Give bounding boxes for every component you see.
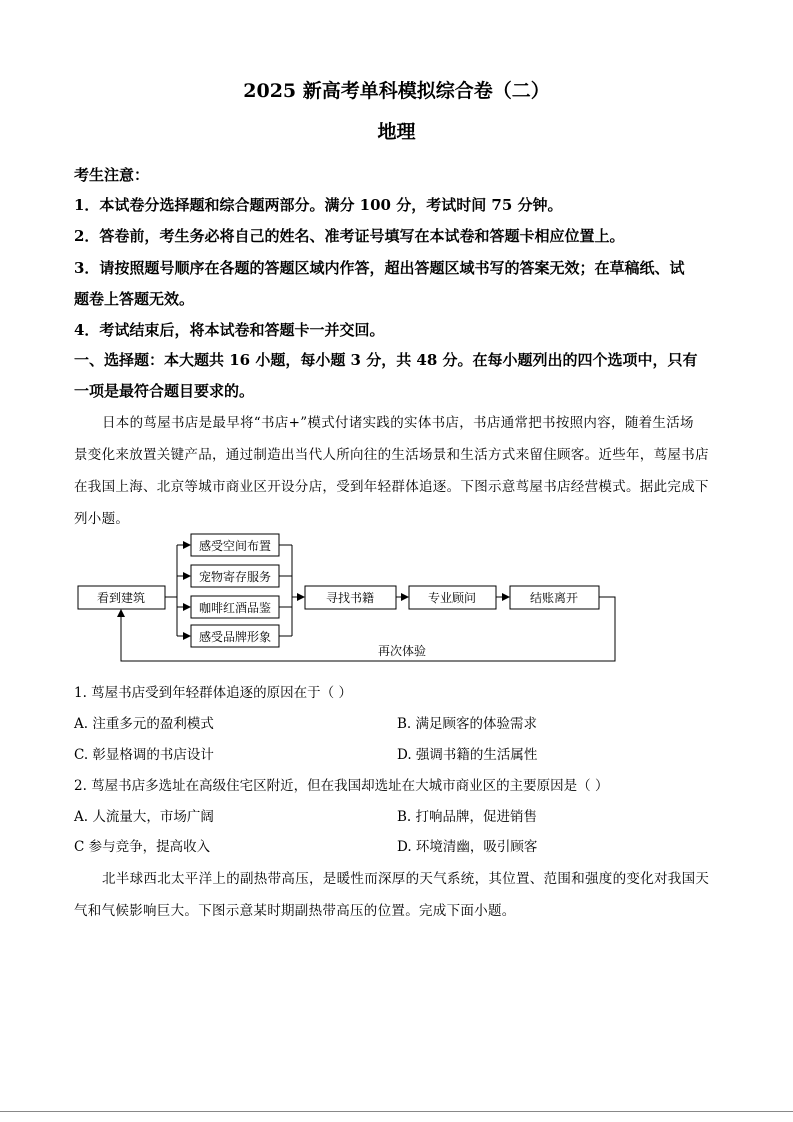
- node-step-label: 专业顾问: [427, 591, 477, 605]
- passage-line: 北半球西北太平洋上的副热带高压，是暖性而深厚的天气系统，其位置、范围和强度的变化对我国天: [102, 871, 710, 887]
- node-branch-label: 咖啡红酒品鉴: [198, 601, 272, 615]
- node-step-label: 寻找书籍: [325, 591, 375, 605]
- option-a: A. 注重多元的盈利模式: [74, 716, 214, 732]
- exam-title: 2025 新高考单科模拟综合卷（二）: [243, 80, 550, 102]
- question-stem: 2. 茑屋书店多选址在高级住宅区附近，但在我国却选址在大城市商业区的主要原因是（ ）: [74, 778, 609, 794]
- option-b: B. 满足顾客的体验需求: [397, 716, 538, 732]
- node-branch-label: 感受品牌形象: [198, 630, 272, 644]
- section-heading-cont: 一项是最符合题目要求的。: [74, 382, 255, 400]
- node-start-label: 看到建筑: [96, 591, 146, 605]
- passage-line: 气和气候影响巨大。下图示意某时期副热带高压的位置。完成下面小题。: [74, 903, 516, 919]
- option-a: A. 人流量大，市场广阔: [74, 809, 214, 825]
- business-model-diagram: [0, 525, 793, 665]
- node-step-label: 结账离开: [529, 591, 579, 605]
- section-heading: 一、选择题：本大题共 16 小题，每小题 3 分，共 48 分。在每小题列出的四个选项中，只有: [74, 351, 698, 369]
- node-branch-label: 感受空间布置: [198, 539, 272, 553]
- passage-line: 日本的茑屋书店是最早将“书店+”模式付诸实践的实体书店，书店通常把书按照内容，随着生活场: [102, 415, 694, 431]
- option-c: C. 彰显格调的书店设计: [74, 747, 214, 763]
- notice-item: 2．答卷前，考生务必将自己的姓名、准考证号填写在本试卷和答题卡相应位置上。: [74, 227, 625, 245]
- question-stem: 1. 茑屋书店受到年轻群体追逐的原因在于（ ）: [74, 685, 352, 701]
- option-b: B. 打响品牌，促进销售: [397, 809, 538, 825]
- option-d: D. 强调书籍的生活属性: [397, 747, 538, 763]
- passage-line: 景变化来放置关键产品，通过制造出当代人所向往的生活场景和生活方式来留住顾客。近些年，茑屋书店: [74, 447, 709, 463]
- passage-line: 列小题。: [74, 511, 130, 527]
- notice-heading: 考生注意：: [74, 166, 150, 184]
- option-c: C 参与竞争，提高收入: [74, 839, 211, 855]
- notice-item: 题卷上答题无效。: [74, 290, 195, 308]
- passage-line: 在我国上海、北京等城市商业区开设分店，受到年轻群体追逐。下图示意茑屋书店经营模式。据此完成下: [74, 479, 709, 495]
- page-bottom-rule: [0, 1111, 793, 1112]
- notice-item: 1．本试卷分选择题和综合题两部分。满分 100 分，考试时间 75 分钟。: [74, 196, 563, 214]
- notice-item: 3．请按照题号顺序在各题的答题区域内作答，超出答题区域书写的答案无效；在草稿纸、试: [74, 259, 685, 277]
- option-d: D. 环境清幽，吸引顾客: [397, 839, 538, 855]
- notice-item: 4．考试结束后，将本试卷和答题卡一并交回。: [74, 321, 385, 339]
- loop-label: 再次体验: [377, 644, 427, 658]
- node-branch-label: 宠物寄存服务: [198, 570, 272, 584]
- subject-title: 地理: [377, 121, 416, 143]
